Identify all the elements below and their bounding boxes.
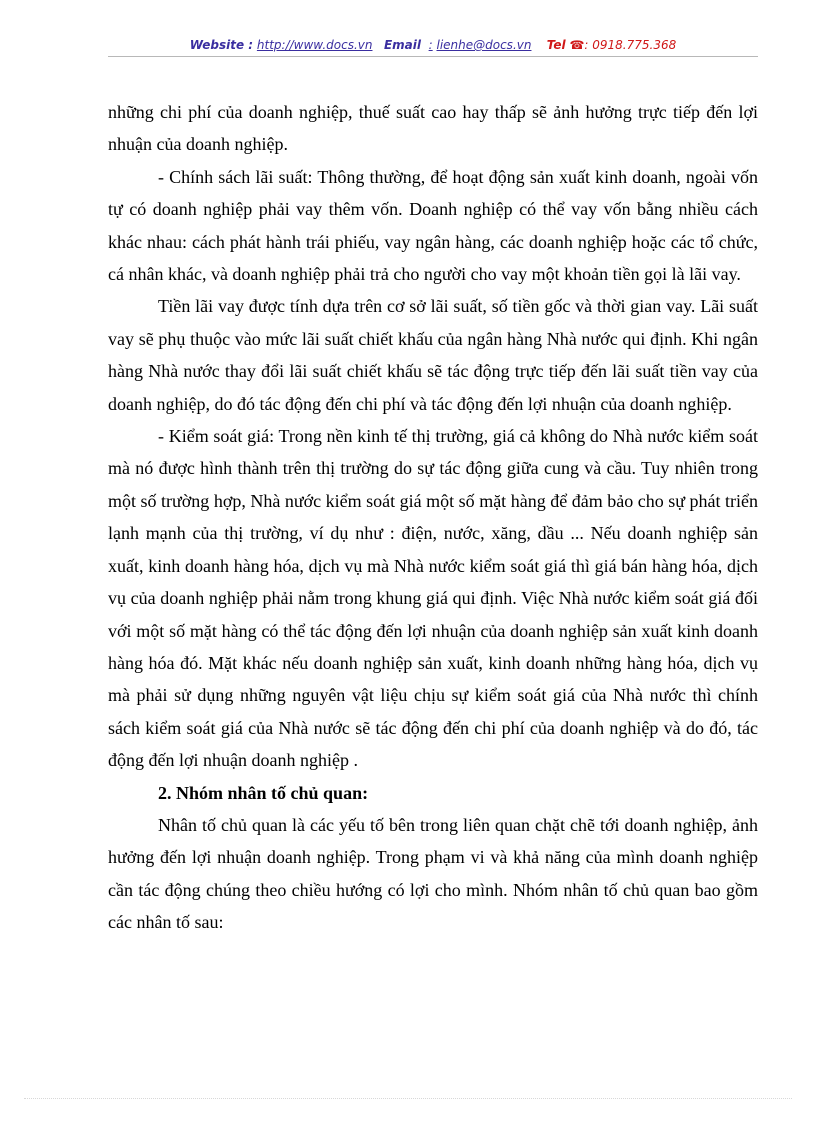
email-link[interactable]: lienhe@docs.vn — [436, 38, 532, 52]
document-body — [108, 96, 758, 939]
paragraph-continuation: những chi phí của doanh nghiệp, thuế suất cao hay thấp sẽ ảnh hưởng trực tiếp đến lợi nhuận của doanh nghiệp. — [108, 102, 758, 155]
header-divider — [108, 56, 758, 57]
section-heading: 2. Nhóm nhân tố chủ quan: — [158, 782, 369, 803]
website-label: Website : — [189, 38, 254, 52]
phone-icon: ☎ — [569, 38, 585, 52]
paragraph-interest-policy: - Chính sách lãi suất: Thông thường, để hoạt động sản xuất kinh doanh, ngoài vốn tự có doanh nghiệp phải vay thêm vốn. Doanh nghiệp có thể vay vốn bằng nhiều cách khác nhau: cách phát hành trái phiếu, vay ngân hàng, các doanh nghiệp hoặc các tổ chức, cá nhân khác, và doanh nghiệp phải trả cho người cho vay một khoản tiền gọi là lãi vay. — [108, 166, 758, 285]
page-header — [108, 36, 758, 54]
paragraph-interest-calculation: Tiền lãi vay được tính dựa trên cơ sở lãi suất, số tiền gốc và thời gian vay. Lãi suất vay sẽ phụ thuộc vào mức lãi suất chiết khấu của ngân hàng Nhà nước qui định. Khi ngân hàng Nhà nước thay đổi lãi suất chiết khấu sẽ tác động trực tiếp đến lãi suất tiền vay của doanh nghiệp, do đó tác động đến chi phí và tác động đến lợi nhuận của doanh nghiệp. — [108, 296, 758, 414]
tel-number: : 0918.775.368 — [584, 38, 677, 52]
footer-divider — [24, 1098, 792, 1099]
paragraph-subjective-factors: Nhân tố chủ quan là các yếu tố bên trong liên quan chặt chẽ tới doanh nghiệp, ảnh hưởng đến lợi nhuận doanh nghiệp. Trong phạm vi và khả năng của mình doanh nghiệp cần tác động chúng theo chiều hướng có lợi cho mình. Nhóm nhân tố chủ quan bao gồm các nhân tố sau: — [108, 814, 758, 933]
website-link[interactable]: http://www.docs.vn — [256, 38, 373, 52]
email-separator: : — [428, 38, 433, 52]
paragraph-price-control: - Kiểm soát giá: Trong nền kinh tế thị trường, giá cả không do Nhà nước kiểm soát mà nó được hình thành trên thị trường do sự tác động giữa cung và cầu. Tuy nhiên trong một số trường hợp, Nhà nước kiểm soát giá một số mặt hàng để đảm bảo cho sự phát triển lạnh mạnh của thị trường, ví dụ như : điện, nước, xăng, dầu ... Nếu doanh nghiệp sản xuất, kinh doanh hàng hóa, dịch vụ mà Nhà nước kiểm soát giá thì giá bán hàng hóa, dịch vụ của doanh nghiệp phải nằm trong khung giá qui định. Việc Nhà nước kiểm soát giá đối với một số mặt hàng có thể tác động đến lợi nhuận của doanh nghiệp sản xuất kinh doanh hàng hóa đó. Mặt khác nếu doanh nghiệp sản xuất, kinh doanh những hàng hóa, dịch vụ mà phải sử dụng những nguyên vật liệu chịu sự kiểm soát giá của Nhà nước thì chính sách kiểm soát giá của Nhà nước sẽ tác động đến chi phí của doanh nghiệp và do đó, tác động đến lợi nhuận doanh nghiệp . — [108, 426, 758, 771]
tel-label: Tel — [546, 38, 566, 52]
email-label: Email — [383, 38, 421, 52]
